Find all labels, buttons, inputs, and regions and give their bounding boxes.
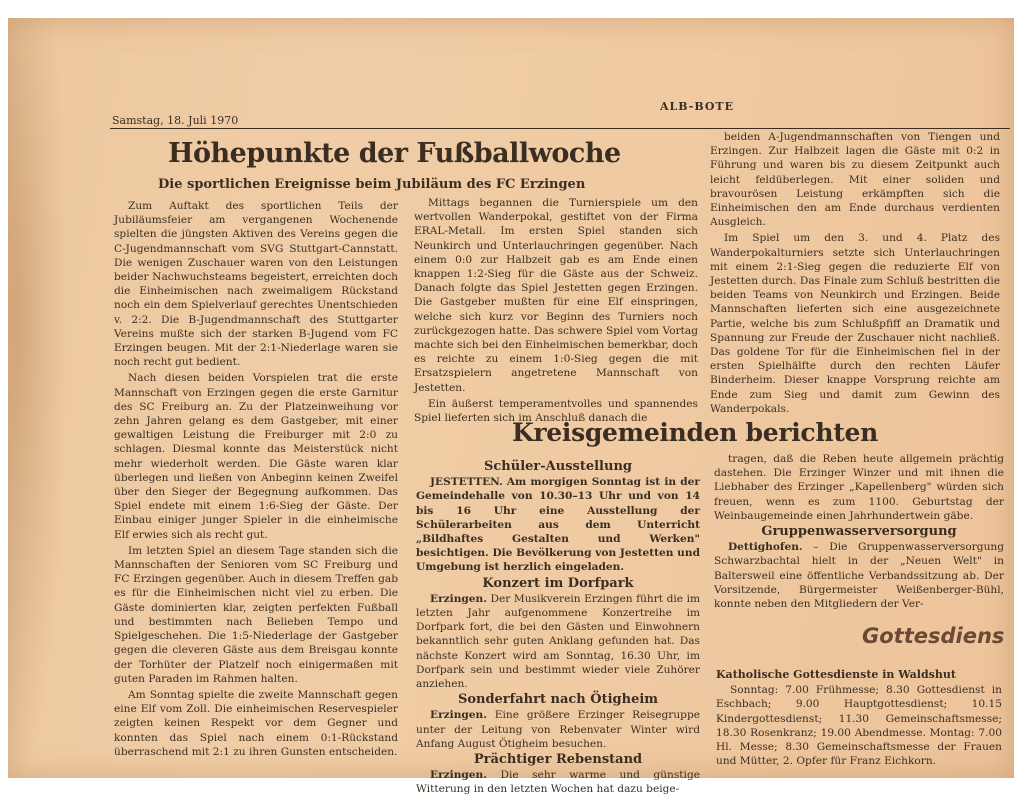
news-place: Dettighofen.: [728, 541, 803, 554]
news-text: – Die Gruppenwasserversorgung Schwarzbachtal hielt in der „Neuen Welt" in Baltersweil eine öffentliche Verbandssitzung ab. Der Vorsitzende, Bürgermeister Weißenberger-Bühl, konnte neben den Mitgliedern der Ver-: [714, 541, 1005, 611]
news-title: Prächtiger Rebenstand: [473, 752, 643, 768]
news-place: Erzingen.: [430, 592, 487, 605]
section-column-1: [416, 458, 701, 796]
section-column-2: [714, 452, 1004, 620]
page-stain: [8, 18, 68, 778]
news-text: Am morgigen Sonntag ist in der Gemeindehalle von 10.30–13 Uhr und von 14 bis 16 Uhr eine Ausstellung der Schülerarbeiten aus dem Unterricht „Bildhaftes Gestalten und Werken" besichtigen. Die Bevölkerung von Jestetten und Umgebung ist herzlich eingeladen.: [416, 476, 700, 574]
header-rule: [110, 128, 1010, 129]
article-headline: Höhepunkte der Fußballwoche: [168, 138, 621, 169]
paragraph: Am Sonntag spielte die zweite Mannschaft gegen eine Elf vom Zoll. Die einheimischen Reservespieler zeigten keinen Respekt vor dem Gegner und konnten das Spiel nach einem 0:1-Rückstand überraschend mit 2:1 zu ihren Gunsten entscheiden.: [114, 688, 398, 758]
services-headline: Gottesdiens: [862, 624, 1005, 648]
news-text: tragen, daß die Reben heute allgemein prächtig dastehen. Die Erzinger Winzer und mit ihnen die Liebhaber des Erzinger „Kapellenberg" würden sich freuen, wenn es zum 1100. Geburtstag der Weinbaugemeinde einen Jahrhundertwein gäbe.: [714, 453, 1004, 522]
services-subtitle: Katholische Gottesdienste in Waldshut: [716, 668, 956, 681]
paragraph: Im letzten Spiel an diesem Tage standen sich die Mannschaften der Senioren vom SC Freiburg und FC Erzingen gegenüber. Auch in diesem Treffen gab es für die Einheimischen nicht viel zu erben. Die Gäste dominierten klar, zeigten perfekten Fußball und bestimmten nach Belieben Tempo und Spielgeschehen. Die 1:5-Niederlage der Gastgeber gegen die cleveren Gäste aus dem Breisgau konnte der Torhüter der Platzelf noch einigermaßen mit guten Paraden im Rahmen halten.: [114, 544, 398, 685]
services-column: [716, 666, 1002, 768]
article-column-3: [710, 130, 1000, 415]
paragraph: Im Spiel um den 3. und 4. Platz des Wanderpokalturniers setzte sich Unterlauchringen mit einem 2:1-Sieg gegen die reduzierte Elf von Jestetten durch. Das Finale zum Schluß bestritten die beiden Teams von Neunkirch und Erzingen. Beide Mannschaften lieferten sich eine ausgezeichnete Partie, welche bis zum Schlußpfiff an Dramatik und Spannung zur Freude der Zuschauer nicht nachließ. Das goldene Tor für die Einheimischen fiel in der ersten Spielhälfte durch den rechten Läufer Binderheim. Dieser knappe Vorsprung reichte am Ende zum Sieg und damit zum Gewinn des Wanderpokals.: [710, 232, 1000, 415]
news-text: Eine größere Erzinger Reisegruppe unter der Leitung von Rebenvater Winter wird Anfang August Ötigheim besuchen.: [416, 709, 701, 750]
news-place: Erzingen.: [430, 769, 487, 782]
services-text: Sonntag: 7.00 Frühmesse; 8.30 Gottesdienst in Eschbach; 9.00 Hauptgottesdienst; 10.15 Kindergottesdienst; 11.30 Gemeinschaftsmesse; 18.30 Rosenkranz; 19.00 Abendmesse. Montag: 7.00 Hl. Messe; 8.30 Gemeinschaftsmesse der Frauen und Mütter, 2. Opfer für Franz Eichkorn.: [716, 684, 1002, 768]
news-text: Der Musikverein Erzingen führt die im letzten Jahr aufgenommene Konzertreihe im Dorfpark fort, die bei den Gästen und Einwohnern bekanntlich sehr guten Anklang gefunden hat. Das nächste Konzert wird am Sonntag, 16.30 Uhr, im Dorfpark sein und bestimmt wieder viele Zuhörer anziehen.: [416, 592, 700, 691]
news-title: Schüler-Ausstellung: [484, 459, 632, 474]
paragraph: Zum Auftakt des sportlichen Teils der Jubiläumsfeier am vergangenen Wochenende spielten die jüngsten Aktiven des Vereins gegen die C-Jugendmannschaft vom SVG Stuttgart-Cannstatt. Die wenigen Zuschauer waren von den Leistungen beider Nachwuchsteams begeistert, erreichten doch die Einheimischen nach zweimaligem Rückstand noch ein dem Spielverlauf gerechtes Unentschieden v. 2:2. Die B-Jugendmannschaft des Stuttgarter Vereins mußte sich der starken B-Jugend vom FC Erzingen beugen. Mit der 2:1-Niederlage waren sie noch recht gut bedient.: [114, 200, 398, 369]
article-column-1: [114, 199, 398, 768]
news-text: Die sehr warme und günstige Witterung in den letzten Wochen hat dazu beige-: [416, 769, 700, 796]
news-place: Erzingen.: [430, 709, 487, 722]
news-title: Konzert im Dorfpark: [482, 575, 634, 591]
article-subheadline: Die sportlichen Ereignisse beim Jubiläum des FC Erzingen: [158, 177, 586, 192]
news-title: Gruppenwasserversorgung: [761, 524, 957, 540]
section-headline: Kreisgemeinden berichten: [512, 418, 878, 447]
paragraph: beiden A-Jugendmannschaften von Tiengen und Erzingen. Zur Halbzeit lagen die Gäste mit 0:2 in Führung und waren bis zu diesem Zeitpunkt auch leicht feldüberlegen. Mit einer soliden und bravourösen Leistung erkämpften sich die Einheimischen den am Ende durchaus verdienten Ausgleich.: [710, 131, 1000, 229]
paragraph: Ein äußerst temperamentvolles und spannendes Spiel lieferten sich im Anschluß danach die: [414, 397, 698, 425]
news-title: Sonderfahrt nach Ötigheim: [457, 692, 659, 708]
news-place: JESTETTEN.: [430, 476, 503, 489]
article-column-2: [414, 196, 699, 425]
newspaper-name: ALB-BOTE: [660, 100, 734, 113]
paragraph: Nach diesen beiden Vorspielen trat die erste Mannschaft von Erzingen gegen die erste Garnitur des SC Freiburg an. Zu der Platzeinweihung vor zehn Jahren gelang es dem Gastgeber, mit einer gewaltigen Leistung die Freiburger mit 2:0 zu schlagen. Diesmal konnte das Meisterstück nicht mehr wiederholt werden. Die Gäste waren klar überlegen und ließen von Anbeginn keinen Zweifel über den Sieger der Begegnung aufkommen. Das Spiel endete mit einem 1:6-Sieg der Gäste. Der Einbau einiger junger Spieler in die einheimische Elf erwies sich als recht gut.: [114, 372, 398, 541]
paragraph: Mittags begannen die Turnierspiele um den wertvollen Wanderpokal, gestiftet von der Firma ERAL-Metall. Im ersten Spiel standen sich Neunkirch und Unterlauchringen gegenüber. Nach einem 0:0 zur Halbzeit gab es am Ende einen knappen 1:2-Sieg für die Gäste aus der Schweiz. Danach folgte das Spiel Jestetten gegen Erzingen. Die Gastgeber mußten für eine Elf einspringen, welche sich kurz vor Beginn des Turniers noch zurückgezogen hatte. Das schwere Spiel vom Vortag machte sich bei den Einheimischen bemerkbar, doch es reichte zu einem 1:0-Sieg gegen die mit Ersatzspielern angetretene Mannschaft von Jestetten.: [414, 197, 699, 394]
issue-date: Samstag, 18. Juli 1970: [112, 114, 239, 127]
